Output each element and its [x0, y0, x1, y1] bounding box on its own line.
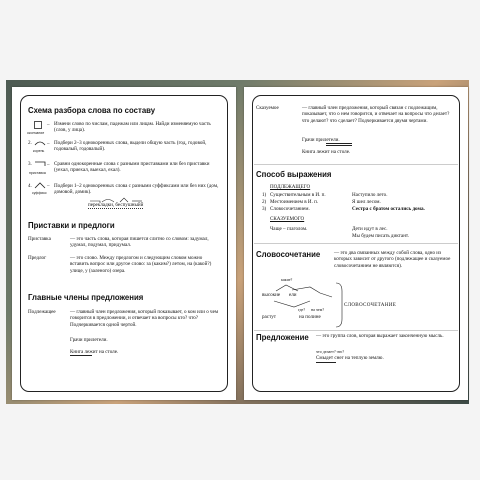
subj-a1: Существительным в И. п. [270, 192, 326, 198]
item-num-2: 2. [28, 140, 32, 146]
root-text: Подбери 2–3 однокоренных слова, выдели общую часть (год, годовой, годовалый, годовалый). [54, 140, 207, 153]
predicate-underline-a [326, 143, 352, 144]
prefix-label: приставка [29, 171, 46, 175]
subj-b1: Наступило лето. [352, 192, 388, 198]
dash: – [47, 122, 50, 128]
predicate-head: СКАЗУЕМОГО [270, 216, 305, 222]
colloc-title: Словосочетание [256, 250, 321, 259]
prep-title: Приставки и предлоги [28, 221, 115, 230]
prep-text-prefix: — это часть слова, которая пишется слитно со словом: задумал, удумал, подумал, придумал. [70, 236, 209, 249]
prefix-icon [35, 161, 45, 166]
colloc-w2: ели [289, 292, 297, 298]
suffix-text: Подбери 1–2 однокоренных слова с разными суффиксами или без них (дом, домовой, домик). [54, 183, 219, 196]
morph-title: Схема разбора слова по составу [28, 106, 156, 115]
main-members-title: Главные члены предложения [28, 293, 144, 302]
subject-underline [70, 355, 92, 356]
morph-example: перекладки, беспушныйй [88, 202, 144, 208]
dash: – [47, 162, 50, 168]
ending-text: Измени слово по числам, падежам или лицам. Найди изменяемую часть (слов, у лица). [54, 121, 211, 134]
predicate-text: — главный член предложения, который связан с подлежащим, показывает, что о нем говорится, и отвечает на вопросы что делает? что делают? что сделает? Подчеркивается двумя чертами. [302, 105, 450, 124]
subj-a2: Местоимением в И. п. [270, 199, 319, 205]
subject-term: Подлежащее [28, 309, 56, 315]
subj-b3: Сестра с братом остались дома. [352, 206, 425, 212]
colloc-w4: на полине [299, 314, 321, 320]
sentence-text: — это группа слов, которая выражает законченную мысль. [316, 333, 444, 339]
sentence-hint: что делает? что? [316, 349, 345, 354]
left-page [12, 87, 236, 400]
right-page [244, 87, 468, 400]
colloc-w1: высокие [262, 292, 281, 298]
suffix-icon [35, 183, 45, 188]
dash: – [47, 141, 50, 147]
colloc-q2: где? [298, 307, 306, 312]
predicate-underline-b [326, 145, 352, 146]
subject-example: Книга лежит на столе. [70, 349, 119, 355]
prefix-text: Сравни однокоренные слова с разными приставками или без приставки (уехал, приехал, выехал, ехал). [54, 161, 210, 174]
suffix-label: суффикс [32, 191, 47, 195]
colloc-q1: какие? [281, 277, 293, 282]
subj-a3: Словосочетанием. [270, 206, 310, 212]
sentence-example: Смыдет снег на теплую землю. [316, 355, 384, 361]
divider [254, 164, 458, 165]
item-num-3: 3. [28, 161, 32, 167]
dash: – [47, 183, 50, 189]
pred-way: Чаще – глаголом. [270, 226, 308, 232]
subject-text: — главный член предложения, который показывает, о ком или о чем говорится в предложении, и отвечает на вопросы кто? что? Подчеркивается одной чертой. [70, 309, 219, 328]
pred-ex2: Мы будем писать диктант. [352, 233, 410, 239]
colloc-w3: растут [262, 314, 277, 320]
ending-icon [34, 121, 42, 129]
colloc-q3: на чем? [311, 307, 325, 312]
prep-term-prefix: Приставка [28, 236, 51, 242]
item-num-4: 4. [28, 183, 32, 189]
colloc-diagram-label: СЛОВОСОЧЕТАНИЕ [344, 302, 397, 308]
subject-extra: Грачи прилетели. [70, 337, 108, 343]
subject-head: ПОДЛЕЖАЩЕГО [270, 184, 311, 190]
subj-b2: Я шел лесом. [352, 199, 381, 205]
prep-term-preposition: Предлог [28, 255, 47, 261]
divider [254, 243, 458, 244]
divider [254, 330, 458, 331]
predicate-ex2: Книга лежит на столе. [302, 149, 351, 155]
prep-text-preposition: — это слово. Между предлогом и следующим словом можно вставить вопрос или другое слово: за (каким?) летом, на (какой?) улице, у (заленого) озера. [70, 255, 212, 274]
sentence-underline [316, 362, 336, 363]
root-arc-icon [35, 141, 45, 145]
predicate-term: Сказуемое [256, 105, 279, 111]
subj-n2: 2) [262, 199, 267, 205]
sentence-title: Предложение [256, 333, 309, 342]
predicate-ex1: Грачи прилетели. [302, 137, 340, 143]
ending-label: окончание [27, 131, 45, 135]
root-label: корень [33, 149, 45, 153]
colloc-text: — это два связанных между собой слова, одно из которых зависит от другого (подлежащее и сказуемое словосочетанием не являются). [334, 250, 451, 269]
expr-title: Способ выражения [256, 170, 332, 179]
subj-n3: 3) [262, 206, 267, 212]
pred-ex1: Дети идут в лес. [352, 226, 388, 232]
subj-n1: 1) [262, 192, 267, 198]
colloc-bracket [336, 283, 342, 327]
